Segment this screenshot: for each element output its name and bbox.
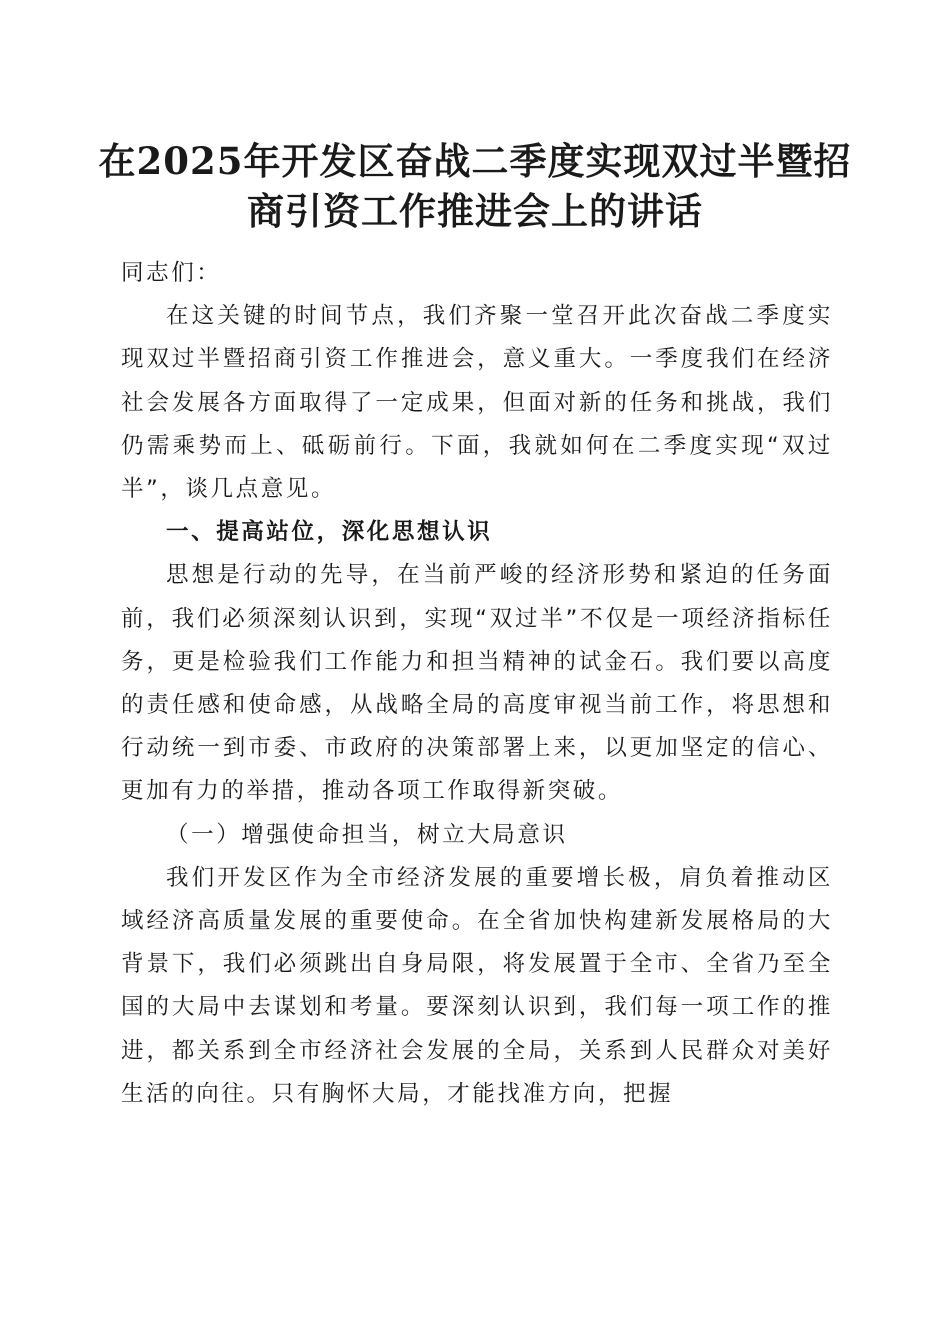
salutation: 同志们： bbox=[121, 260, 222, 286]
section-paragraph: 思想是行动的先导，在当前严峻的经济形势和紧迫的任务面前，我们必须深刻认识到，实现“双过半”不仅是一项经济指标任务，更是检验我们工作能力和担当精神的试金石。我们要以高度的责任感和使命感，从战略全局的高度审视当前工作，将思想和行动统一到市委、市政府的决策部署上来，以更加坚定的信心、更加有力的举措，推动各项工作取得新突破。 bbox=[121, 562, 833, 805]
title-line-1: 在2025年开发区奋战二季度实现双过半暨招 bbox=[98, 139, 852, 183]
intro-paragraph: 在这关键的时间节点，我们齐聚一堂召开此次奋战二季度实现双过半暨招商引资工作推进会，意义重大。一季度我们在经济社会发展各方面取得了一定成果，但面对新的任务和挑战，我们仍需乘势而上、砥砺前行。下面，我就如何在二季度实现“双过半”，谈几点意见。 bbox=[121, 303, 833, 503]
section-heading: 一、提高站位，深化思想认识 bbox=[166, 519, 493, 546]
title-line-2: 商引资工作推进会上的讲话 bbox=[247, 189, 703, 233]
document-title bbox=[0, 136, 950, 236]
document-body bbox=[121, 252, 833, 1116]
subsection-heading: （一）增强使命担当，树立大局意识 bbox=[166, 821, 568, 848]
subsection-paragraph: 我们开发区作为全市经济发展的重要增长极，肩负着推动区域经济高质量发展的重要使命。在全省加快构建新发展格局的大背景下，我们必须跳出自身局限，将发展置于全市、全省乃至全国的大局中去谋划和考量。要深刻认识到，我们每一项工作的推进，都关系到全市经济社会发展的全局，关系到人民群众对美好生活的向往。只有胸怀大局，才能找准方向，把握 bbox=[121, 864, 833, 1107]
